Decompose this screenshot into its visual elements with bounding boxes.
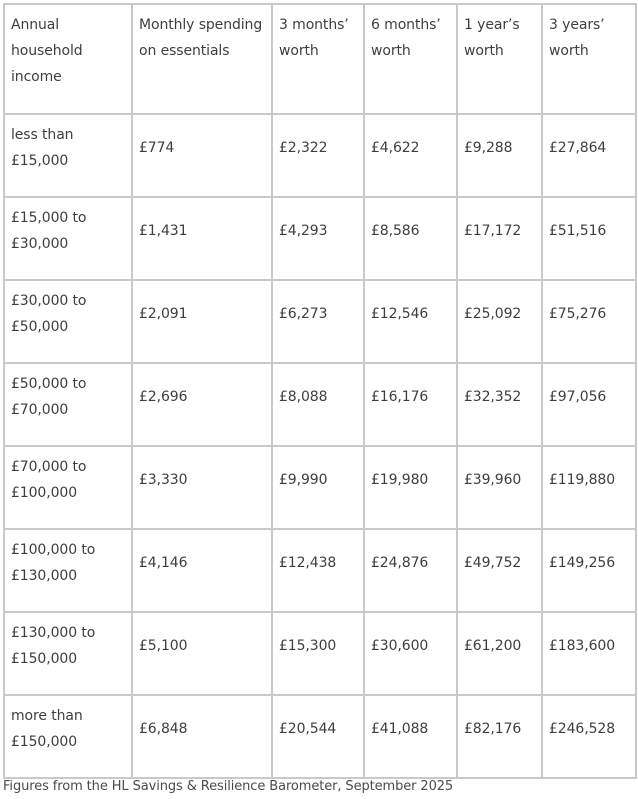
income-band-cell: £30,000 to £50,000	[4, 280, 132, 363]
one-year-cell: £82,176	[457, 695, 542, 778]
one-year-cell: £17,172	[457, 197, 542, 280]
three-months-cell: £4,293	[272, 197, 364, 280]
three-months-cell: £2,322	[272, 114, 364, 197]
monthly-cell: £4,146	[132, 529, 272, 612]
income-band-cell: £100,000 to £130,000	[4, 529, 132, 612]
one-year-cell: £25,092	[457, 280, 542, 363]
table-row	[4, 529, 636, 612]
three-months-cell: £15,300	[272, 612, 364, 695]
header-row	[4, 4, 636, 114]
table-row	[4, 114, 636, 197]
monthly-cell: £2,091	[132, 280, 272, 363]
six-months-cell: £41,088	[364, 695, 457, 778]
table-row	[4, 280, 636, 363]
income-band-cell: less than £15,000	[4, 114, 132, 197]
three-years-cell: £75,276	[542, 280, 636, 363]
three-years-cell: £149,256	[542, 529, 636, 612]
header-monthly: Monthly spending on essentials	[132, 4, 272, 114]
six-months-cell: £24,876	[364, 529, 457, 612]
savings-table-container	[3, 3, 637, 779]
one-year-cell: £61,200	[457, 612, 542, 695]
table-row	[4, 446, 636, 529]
three-months-cell: £6,273	[272, 280, 364, 363]
three-years-cell: £27,864	[542, 114, 636, 197]
three-years-cell: £119,880	[542, 446, 636, 529]
income-band-cell: £130,000 to £150,000	[4, 612, 132, 695]
income-band-cell: £50,000 to £70,000	[4, 363, 132, 446]
monthly-cell: £774	[132, 114, 272, 197]
six-months-cell: £12,546	[364, 280, 457, 363]
income-band-cell: £70,000 to £100,000	[4, 446, 132, 529]
income-band-cell: £15,000 to £30,000	[4, 197, 132, 280]
three-months-cell: £20,544	[272, 695, 364, 778]
three-years-cell: £183,600	[542, 612, 636, 695]
header-3-years: 3 years’ worth	[542, 4, 636, 114]
one-year-cell: £9,288	[457, 114, 542, 197]
table-row	[4, 695, 636, 778]
header-1-year: 1 year’s worth	[457, 4, 542, 114]
three-months-cell: £8,088	[272, 363, 364, 446]
monthly-cell: £2,696	[132, 363, 272, 446]
one-year-cell: £39,960	[457, 446, 542, 529]
one-year-cell: £32,352	[457, 363, 542, 446]
monthly-cell: £1,431	[132, 197, 272, 280]
header-3-months: 3 months’ worth	[272, 4, 364, 114]
source-caption: Figures from the HL Savings & Resilience Barometer, September 2025	[3, 779, 454, 794]
six-months-cell: £19,980	[364, 446, 457, 529]
monthly-cell: £6,848	[132, 695, 272, 778]
header-income: Annual household income	[4, 4, 132, 114]
three-years-cell: £51,516	[542, 197, 636, 280]
three-months-cell: £12,438	[272, 529, 364, 612]
table-row	[4, 612, 636, 695]
one-year-cell: £49,752	[457, 529, 542, 612]
three-years-cell: £97,056	[542, 363, 636, 446]
table-row	[4, 363, 636, 446]
six-months-cell: £8,586	[364, 197, 457, 280]
six-months-cell: £30,600	[364, 612, 457, 695]
six-months-cell: £4,622	[364, 114, 457, 197]
monthly-cell: £3,330	[132, 446, 272, 529]
monthly-cell: £5,100	[132, 612, 272, 695]
income-band-cell: more than £150,000	[4, 695, 132, 778]
header-6-months: 6 months’ worth	[364, 4, 457, 114]
three-months-cell: £9,990	[272, 446, 364, 529]
six-months-cell: £16,176	[364, 363, 457, 446]
savings-table	[3, 3, 637, 779]
table-row	[4, 197, 636, 280]
three-years-cell: £246,528	[542, 695, 636, 778]
